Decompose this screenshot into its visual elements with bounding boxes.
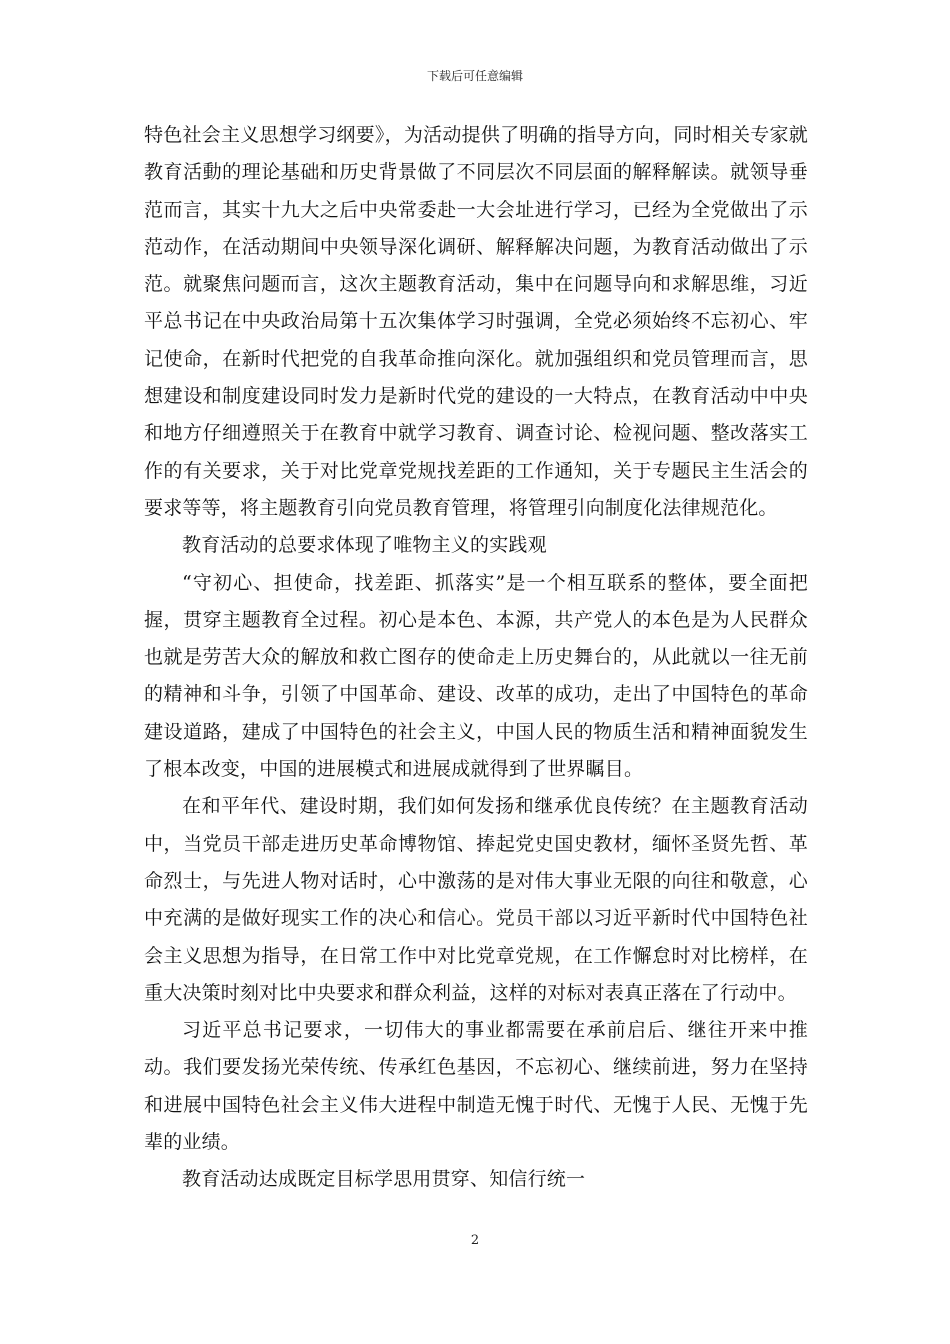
paragraph-continuation: 特色社会主义思想学习纲要》，为活动提供了明确的指导方向，同时相关专家就教育活動的理论基础和历史背景做了不同层次不同层面的解释解读。就领导垂范而言，其实十九大之后中央常委赴一大会址进行学习，已经为全党做出了示范动作，在活动期间中央领导深化调研、解释解决问题，为教育活动做出了示范。就聚焦问题而言，这次主题教育活动，集中在问题导向和求解思维，习近平总书记在中央政治局第十五次集体学习时强调，全党必须始终不忘初心、牢记使命，在新时代把党的自我革命推向深化。就加强组织和党员管理而言，思想建设和制度建设同时发力是新时代党的建设的一大特点，在教育活动中中央和地方仔细遵照关于在教育中就学习教育、调查讨论、检视问题、整改落实工作的有关要求，关于对比党章党规找差距的工作通知，关于专题民主生活会的要求等等，将主题教育引向党员教育管理，将管理引向制度化法律规范化。 — [144, 124, 808, 519]
paragraph-general-secretary: 习近平总书记要求，一切伟大的事业都需要在承前启后、继往开来中推动。我们要发扬光荣传统、传承红色基因，不忘初心、继续前进，努力在坚持和进展中国特色社会主义伟大进程中制造无愧于时代、无愧于人民、无愧于先辈的业绩。 — [144, 1019, 808, 1154]
section-heading-goals: 教育活动达成既定目标学思用贯穿、知信行统一 — [182, 1168, 586, 1191]
document-body — [144, 117, 808, 1199]
page-number: 2 — [470, 1233, 480, 1248]
paragraph-peace-era: 在和平年代、建设时期，我们如何发扬和继承优良传统？在主题教育活动中，当党员干部走进历史革命博物馆、捧起党史国史教材，缅怀圣贤先哲、革命烈士，与先进人物对话时，心中激荡的是对伟大事业无限的向往和敬意，心中充满的是做好现实工作的决心和信心。党员干部以习近平新时代中国特色社会主义思想为指导，在日常工作中对比党章党规，在工作懈怠时对比榜样，在重大决策时刻对比中央要求和群众利益，这样的对标对表真正落在了行动中。 — [144, 795, 808, 1004]
paragraph-original-aspiration: “守初心、担使命，找差距、抓落实”是一个相互联系的整体，要全面把握，贯穿主题教育全过程。初心是本色、本源，共产党人的本色是为人民群众也就是劳苦大众的解放和救亡图存的使命走上历史舞台的，从此就以一往无前的精神和斗争，引领了中国革命、建设、改革的成功，走出了中国特色的革命建设道路，建成了中国特色的社会主义，中国人民的物质生活和精神面貌发生了根本改变，中国的进展模式和进展成就得到了世界瞩目。 — [144, 571, 808, 781]
page-header: 下载后可任意编辑 — [426, 69, 523, 83]
section-heading-practice: 教育活动的总要求体现了唯物主义的实践观 — [182, 534, 547, 557]
